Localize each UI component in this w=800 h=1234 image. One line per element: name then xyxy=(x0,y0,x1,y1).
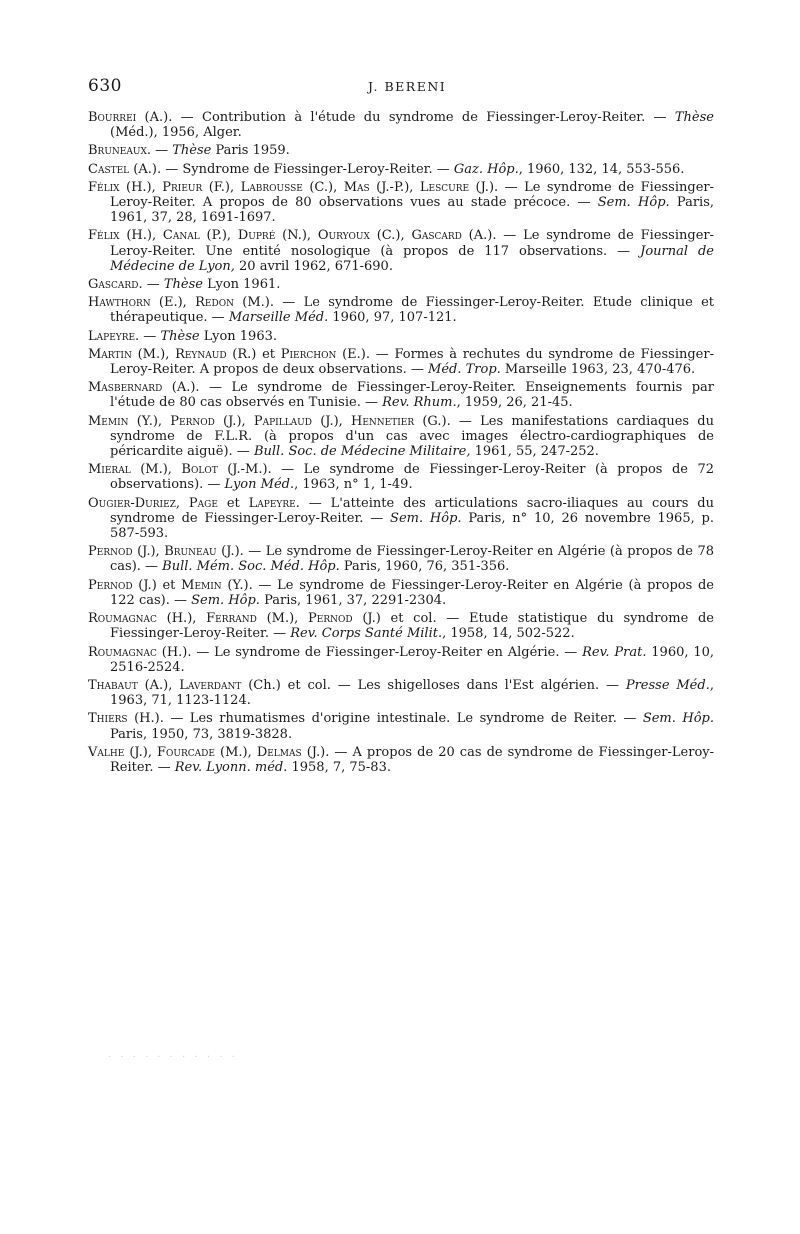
reference-entry xyxy=(88,544,714,574)
author-name: Bourrei xyxy=(88,110,137,125)
source-title: Bull. Mém. Soc. Méd. Hôp. xyxy=(162,559,340,575)
running-head: J. BERENI xyxy=(368,79,447,94)
reference-text: 1958, 7, 75-83. xyxy=(287,759,391,775)
reference-text: Lyon 1961. xyxy=(202,277,281,293)
author-name: Ouryoux xyxy=(317,228,370,244)
reference-text: . — xyxy=(138,277,164,293)
reference-text: . — L'atteinte des articulations sacro-iliaques au cours du syndrome de Fiessinger-Leroy-Reiter. — xyxy=(110,495,715,526)
source-title: Thèse xyxy=(160,328,200,344)
reference-text: (J.) et col. — Etude statistique du syndrome de Fiessinger-Leroy-Reiter. — xyxy=(110,611,714,642)
author-name: Mieral xyxy=(88,462,131,478)
bibliography-list xyxy=(88,110,714,778)
reference-text: , 1963, 71, 1123-1124. xyxy=(110,677,714,709)
source-title: Sem. Hôp. xyxy=(390,510,462,526)
author-name: Redon xyxy=(195,295,234,311)
source-title: Thèse xyxy=(172,143,212,159)
source-title: Rev. Corps Santé Milit. xyxy=(290,626,443,642)
reference-text: (J.), xyxy=(311,413,352,429)
reference-entry xyxy=(88,611,714,641)
reference-text: (H.), xyxy=(119,179,163,195)
reference-text: (J.), xyxy=(214,413,254,429)
author-name: Thabaut xyxy=(88,677,138,693)
author-name: Félix xyxy=(88,228,120,244)
reference-text: (N.), xyxy=(275,228,318,244)
reference-text: (M.), xyxy=(256,611,309,627)
reference-text: . — xyxy=(135,328,161,344)
reference-entry xyxy=(88,143,714,158)
reference-entry xyxy=(88,380,714,410)
author-name: Martin xyxy=(88,346,132,362)
reference-text: Paris, n° 10, 26 novembre 1965, p. 587-593. xyxy=(110,510,714,542)
reference-text: (M.). — Le syndrome de Fiessinger-Leroy-Reiter. Etude clinique et thérapeutique. — xyxy=(110,295,714,326)
source-title: Rev. Rhum. xyxy=(382,395,457,411)
author-name: Labrousse xyxy=(240,179,303,195)
author-name: Gascard xyxy=(411,228,462,244)
author-name: Papillaud xyxy=(253,413,312,429)
author-name: Ougier-Duriez xyxy=(88,495,176,511)
reference-text: . — xyxy=(146,143,173,159)
reference-text: 1961, 55, 247-252. xyxy=(470,444,599,460)
reference-text: Paris, 1961, 37, 2291-2304. xyxy=(259,592,447,608)
reference-text: , 1960, 132, 14, 553-556. xyxy=(518,161,685,177)
author-name: Masbernard xyxy=(88,380,163,396)
reference-text: (J.), xyxy=(124,744,158,760)
reference-text: (J.-P.), xyxy=(369,179,420,195)
author-name: Castel xyxy=(88,161,130,177)
reference-text: (J.-M.). — Le syndrome de Fiessinger-Leroy-Reiter (à propos de 72 observations). — xyxy=(110,462,715,493)
reference-text: (Méd.), 1956, Alger. xyxy=(110,125,242,141)
reference-text: , xyxy=(175,495,189,511)
reference-text: , 1963, n° 1, 1-49. xyxy=(294,477,413,493)
reference-text: (A.). — Le syndrome de Fiessinger-Leroy-Reiter. Une entité nosologique (à propos de 117 observations. — xyxy=(110,228,715,259)
reference-text: Paris, 1961, 37, 28, 1691-1697. xyxy=(110,195,715,226)
reference-entry xyxy=(88,745,714,775)
reference-entry xyxy=(88,678,714,708)
source-title: Presse Méd. xyxy=(625,677,710,693)
reference-text: Marseille 1963, 23, 470-476. xyxy=(500,362,696,378)
source-title: Sem. Hôp. xyxy=(191,592,260,608)
author-name: Memin xyxy=(88,413,129,429)
reference-text: (C.), xyxy=(369,228,412,244)
source-title: Rev. Lyonn. méd. xyxy=(174,759,288,775)
author-name: Reynaud xyxy=(175,346,227,362)
author-name: Roumagnac xyxy=(88,611,157,627)
author-name: Lapeyre xyxy=(248,495,296,511)
page-number: 630 xyxy=(88,76,122,96)
reference-text: (A.). — Contribution à l'étude du syndrome de Fiessinger-Leroy-Reiter. — xyxy=(136,110,675,125)
reference-text: , 1958, 14, 502-522. xyxy=(442,626,575,642)
author-name: Hennetier xyxy=(351,413,415,429)
author-name: Bruneaux xyxy=(88,143,147,159)
author-name: Bolot xyxy=(181,462,218,478)
reference-text: 1960, 97, 107-121. xyxy=(328,310,457,326)
author-name: Pernod xyxy=(88,577,133,593)
reference-text: (M.), xyxy=(131,346,176,362)
author-name: Roumagnac xyxy=(88,644,157,660)
author-name: Canal xyxy=(162,228,200,244)
author-name: Ferrand xyxy=(206,611,257,627)
reference-text: (P.), xyxy=(199,228,238,244)
reference-text: 20 avril 1962, 671-690. xyxy=(234,258,393,274)
source-title: Lyon Méd. xyxy=(224,477,295,493)
scan-specks: · · · · · · · · · · · xyxy=(108,1052,238,1063)
source-title: Sem. Hôp. xyxy=(597,195,670,211)
author-name: Valhe xyxy=(88,744,125,760)
reference-text: (Ch.) et col. — Les shigelloses dans l'Est algérien. — xyxy=(241,677,626,693)
reference-text: (A.). — Syndrome de Fiessinger-Leroy-Reiter. — xyxy=(129,161,454,177)
source-title: Marseille Méd. xyxy=(228,310,329,326)
reference-text: (C.), xyxy=(302,179,344,195)
reference-entry xyxy=(88,110,714,140)
reference-entry xyxy=(88,295,714,325)
author-name: Gascard xyxy=(88,277,139,293)
reference-entry xyxy=(88,711,714,741)
author-name: Lapeyre xyxy=(88,328,136,344)
source-title: Bull. Soc. de Médecine Militaire, xyxy=(253,444,471,460)
author-name: Delmas xyxy=(256,744,302,760)
reference-text: (A.), xyxy=(137,677,180,693)
source-title: Méd. Trop. xyxy=(428,362,501,378)
reference-text: (F.), xyxy=(202,179,241,195)
reference-entry xyxy=(88,228,714,274)
source-title: Thèse xyxy=(674,110,714,125)
author-name: Lescure xyxy=(419,179,470,195)
source-title: Gaz. Hôp. xyxy=(453,161,519,177)
author-name: Laverdant xyxy=(179,677,242,693)
author-name: Mas xyxy=(343,179,370,195)
source-title: Sem. Hôp. xyxy=(642,711,714,727)
reference-entry xyxy=(88,329,714,344)
source-title: Rev. Prat. xyxy=(582,644,647,660)
reference-text: (E.), xyxy=(150,295,196,311)
author-name: Félix xyxy=(88,179,120,195)
reference-entry xyxy=(88,578,714,608)
reference-entry xyxy=(88,277,714,292)
reference-text: Paris, 1950, 73, 3819-3828. xyxy=(110,726,293,742)
reference-text: (M.), xyxy=(214,744,257,760)
author-name: Thiers xyxy=(88,711,128,727)
reference-text: (H.), xyxy=(156,611,207,627)
reference-text: (J.). — Le syndrome de Fiessinger-Leroy-Reiter. A propos de 80 observations vues au stade précoce. — xyxy=(110,179,715,211)
author-name: Dupré xyxy=(237,228,276,244)
author-name: Fourcade xyxy=(157,744,215,760)
author-name: Hawthorn xyxy=(88,295,151,311)
reference-text: (A.). — Le syndrome de Fiessinger-Leroy-Reiter. Enseignements fournis par l'étude de 80 cas observés en Tunisie. — xyxy=(110,380,714,411)
reference-text: (J.), xyxy=(132,544,165,560)
reference-entry xyxy=(88,347,714,377)
reference-text: (J.) et xyxy=(132,577,182,593)
source-title: Thèse xyxy=(163,277,203,293)
reference-text: (H.). — Le syndrome de Fiessinger-Leroy-Reiter en Algérie. — xyxy=(156,644,583,660)
reference-text: (J.). — Le syndrome de Fiessinger-Leroy-Reiter en Algérie (à propos de 78 cas). — xyxy=(110,544,715,575)
author-name: Memin xyxy=(181,577,222,593)
reference-text: (Y.), xyxy=(128,413,171,429)
reference-text: , 1959, 26, 21-45. xyxy=(456,395,573,411)
reference-entry xyxy=(88,496,714,542)
reference-text: Paris, 1960, 76, 351-356. xyxy=(339,559,510,575)
reference-text: (E.). — Formes à rechutes du syndrome de Fiessinger-Leroy-Reiter. A propos de deux observations. — xyxy=(110,346,714,378)
reference-text: (R.) et xyxy=(226,346,281,362)
reference-text: (H.). — Les rhumatismes d'origine intestinale. Le syndrome de Reiter. — xyxy=(127,711,643,727)
reference-text: Lyon 1963. xyxy=(199,328,277,344)
author-name: Pierchon xyxy=(280,346,337,362)
reference-text: (H.), xyxy=(119,228,163,244)
source-title: Journal de Médecine de Lyon, xyxy=(110,243,714,274)
author-name: Page xyxy=(188,495,218,511)
author-name: Pernod xyxy=(88,544,133,560)
author-name: Pernod xyxy=(170,413,215,429)
author-name: Bruneau xyxy=(164,544,217,560)
reference-text: (G.). — Les manifestations cardiaques du syndrome de F.L.R. (à propos d'un cas avec images électro-cardiographiques de péricardite aiguë). — xyxy=(110,413,714,460)
reference-entry xyxy=(88,414,714,460)
reference-entry xyxy=(88,645,714,675)
reference-text: 1960, 10, 2516-2524. xyxy=(110,644,715,675)
reference-text: Paris 1959. xyxy=(211,143,290,159)
reference-text: (J.). — A propos de 20 cas de syndrome de Fiessinger-Leroy-Reiter. — xyxy=(110,744,715,775)
reference-text: (M.), xyxy=(130,462,182,478)
author-name: Pernod xyxy=(308,611,353,627)
reference-text: (Y.). — Le syndrome de Fiessinger-Leroy-Reiter en Algérie (à propos de 122 cas). — xyxy=(110,577,715,608)
reference-entry xyxy=(88,180,714,226)
reference-entry xyxy=(88,462,714,492)
author-name: Prieur xyxy=(162,179,203,195)
reference-text: et xyxy=(217,495,249,511)
reference-entry xyxy=(88,162,714,177)
